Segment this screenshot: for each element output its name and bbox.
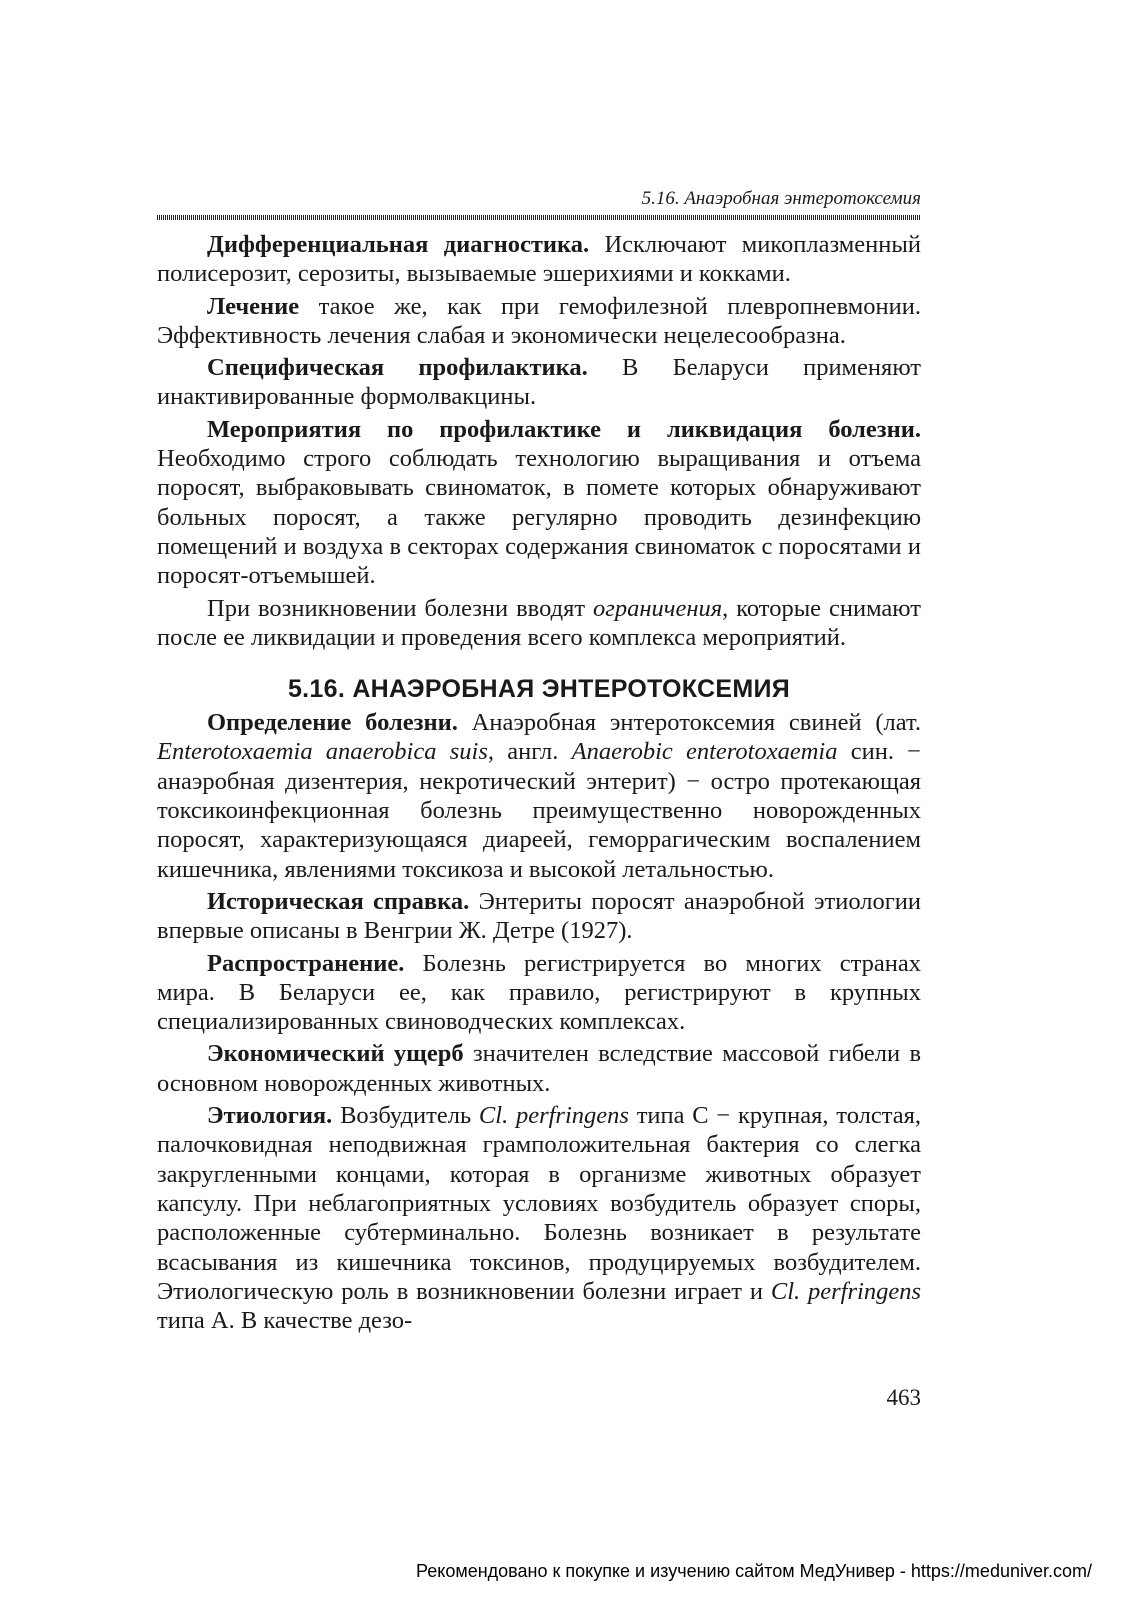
term-label: Мероприятия по профилактике и ликвидация болезни. (207, 415, 921, 443)
paragraph-text: такое же, как при гемофилезной плевропневмонии. Эффективность лечения слабая и экономически нецелесообразна. (157, 292, 921, 349)
term-label: Экономический ущерб (207, 1040, 464, 1068)
pathogen-name: Cl. perfringens (478, 1102, 629, 1130)
term-label: Специфическая профилактика. (207, 354, 588, 382)
paragraph-text: значителен вследствие массовой гибели в основном новорожденных животных. (157, 1040, 922, 1097)
paragraph-text: , англ. (487, 738, 572, 766)
paragraph-text: син. − анаэробная дизентерия, некротический энтерит) − остро протекающая токсикоинфекционная болезнь преимущественно новорожденных поросят, характеризующаяся диареей, геморрагическим воспалением кишечника, явлениями токсикоза и высокой летальностью. (157, 738, 921, 883)
running-head: 5.16. Анаэробная энтеротоксемия (641, 188, 921, 209)
paragraph-text: Болезнь регистрируется во многих странах мира. В Беларуси ее, как правило, регистрируют в крупных специализированных свиноводческих комплексах. (157, 949, 921, 1036)
paragraph-restrictions (157, 594, 921, 653)
term-label: Этиология. (207, 1102, 333, 1130)
term-label: Определение болезни. (207, 709, 458, 737)
paragraph-text: типа А. В качестве дезо- (157, 1307, 413, 1335)
paragraph-distribution (157, 949, 921, 1037)
paragraph-text: типа С − крупная, толстая, палочковидная неподвижная грамположительная бактерия со слегка закругленными концами, которая в организме животных образует капсулу. При неблагоприятных условиях возбудитель образует споры, расположенные субтерминально. Болезнь возникает в результате всасывания из кишечника токсинов, продуцируемых возбудителем. Этиологическую роль в возникновении болезни играет и (157, 1102, 921, 1305)
page-body (157, 230, 921, 1338)
page-number: 463 (886, 1385, 921, 1410)
paragraph-text: , которые снимают после ее ликвидации и проведения всего комплекса мероприятий. (157, 594, 921, 651)
pathogen-name: Cl. perfringens (770, 1277, 921, 1305)
paragraph-treatment (157, 292, 921, 351)
paragraph-text: Энтериты поросят анаэробной этиологии впервые описаны в Венгрии Ж. Детре (1927). (157, 887, 921, 945)
paragraph-text: В Беларуси применяют инактивированные формолвакцины. (157, 354, 922, 411)
paragraph-text: Исключают микоплазменный полисерозит, серозиты, вызываемые эшерихиями и кокками. (157, 231, 921, 288)
paragraph-etiology (157, 1101, 921, 1335)
term-label: Лечение (207, 292, 300, 320)
paragraph-text: Необходимо строго соблюдать технологию выращивания и отъема поросят, выбраковывать свиноматок, в помете которых обнаруживают больных поросят, а также регулярно проводить дезинфекцию помещений и воздуха в секторах содержания свиноматок с поросятами и поросят-отъемышей. (157, 445, 921, 590)
paragraph-economic-damage (157, 1039, 921, 1098)
running-head-rule (157, 215, 921, 220)
section-title: 5.16. АНАЭРОБНАЯ ЭНТЕРОТОКСЕМИЯ (287, 675, 791, 704)
term-label: Распространение. (207, 949, 405, 977)
term-label: Историческая справка. (207, 887, 470, 915)
paragraph-text: Анаэробная энтеротоксемия свиней (лат. (457, 709, 921, 737)
italic-term: ограничения (593, 594, 723, 622)
paragraph-definition (157, 708, 921, 884)
footer-recommendation-link[interactable]: Рекомендовано к покупке и изучению сайтом МедУнивер - https://meduniver.com/ (416, 1561, 1092, 1581)
latin-name: Enterotoxaemia anaerobica suis (157, 738, 488, 766)
paragraph-prevention-measures (157, 415, 921, 591)
paragraph-history (157, 887, 921, 946)
paragraph-specific-prevention (157, 353, 921, 412)
paragraph-differential-diagnosis (157, 230, 921, 289)
paragraph-text: Возбудитель (332, 1102, 479, 1130)
english-name: Anaerobic enterotoxaemia (571, 738, 838, 766)
term-label: Дифференциальная диагностика. (207, 231, 590, 258)
paragraph-text: При возникновении болезни вводят (207, 594, 594, 622)
